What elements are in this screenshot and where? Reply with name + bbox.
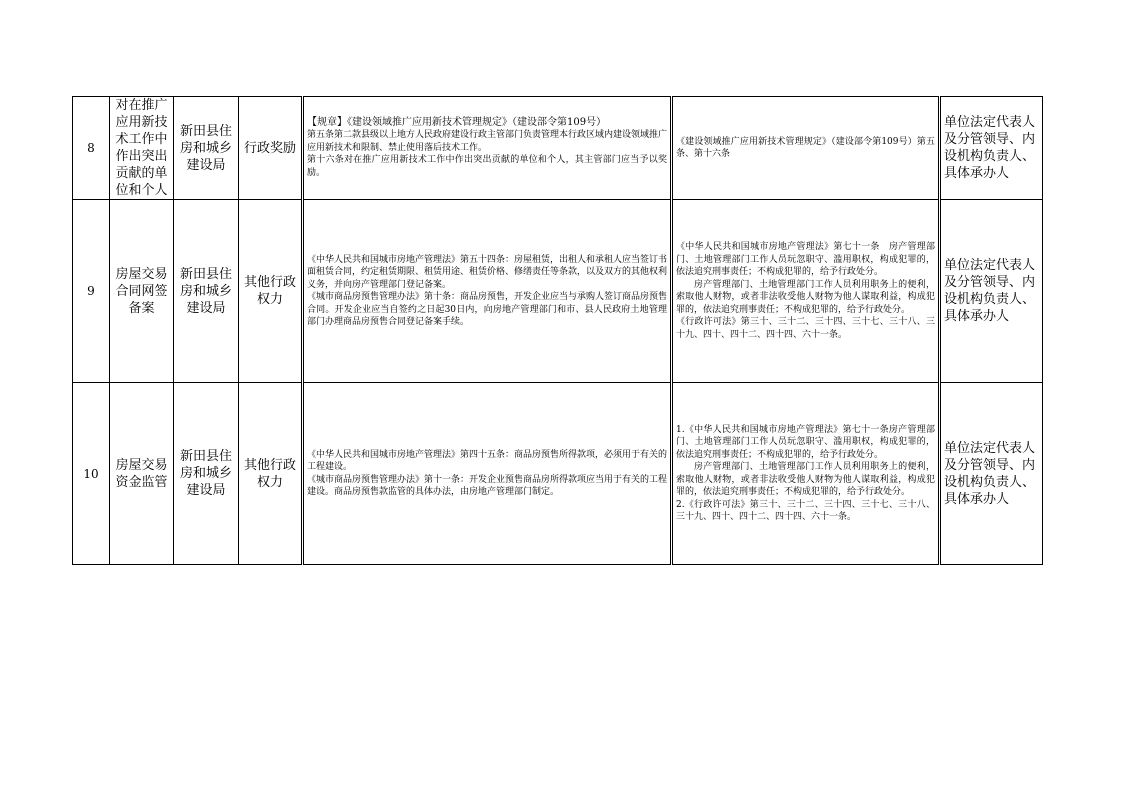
table-row: [73, 97, 1043, 200]
department: 新田县住房和城乡建设局: [179, 449, 232, 498]
legal-basis-paragraph: 《城市商品房预售管理办法》第十条：商品房预售，开发企业应当与承购人签订商品房预售合同。开发企业应当自签约之日起30日内，向房地产管理部门和市、县人民政府土地管理部门办理商品房预售合同登记备案手续。: [307, 292, 668, 327]
legal-basis: [304, 449, 670, 499]
legal-basis-paragraph: 第十六条对在推广应用新技术工作中作出突出贡献的单位和个人，其主管部门应当予以奖励。: [307, 155, 667, 178]
liability-basis-cell: [672, 200, 940, 383]
legal-basis-cell: [303, 97, 672, 200]
row-number: 9: [87, 284, 95, 298]
responsible-persons: 单位法定代表人及分管领导、内设机构负责人、具体承办人: [944, 115, 1036, 181]
liability-basis: [673, 136, 938, 161]
power-type-cell: [239, 200, 303, 383]
row-number: 10: [83, 466, 99, 481]
power-type-cell: [239, 383, 303, 565]
department: 新田县住房和城乡建设局: [179, 266, 232, 316]
liability-paragraph: 房产管理部门、土地管理部门工作人员利用职务上的便利，索取他人财物，或者非法收受他人财物为他人谋取利益，构成犯罪的，依法追究刑事责任；不构成犯罪的，给予行政处分。: [676, 279, 935, 315]
department-cell: [174, 383, 239, 565]
item-name: 对在推广应用新技术工作中作出突出贡献的单位和个人: [115, 98, 168, 198]
department-cell: [174, 200, 239, 383]
liability-paragraph: 《建设领域推广应用新技术管理规定》（建设部令第109号）第五条、第十六条: [676, 136, 935, 159]
responsible-persons: 单位法定代表人及分管领导、内设机构负责人、具体承办人: [944, 258, 1036, 324]
liability-basis: [673, 241, 938, 341]
row-number-cell: [73, 383, 110, 565]
row-number: 8: [87, 141, 95, 155]
liability-basis: [673, 424, 938, 524]
liability-paragraph: 2.《行政许可法》第三十、三十二、三十四、三十七、三十八、三十九、四十、四十二、四十四、六十一条。: [676, 499, 935, 522]
responsible-persons-cell: [940, 200, 1043, 383]
row-number-cell: [73, 97, 110, 200]
table-row: [73, 200, 1043, 383]
item-name-cell: [110, 200, 174, 383]
power-type-cell: [239, 97, 303, 200]
power-type: 其他行政权力: [243, 275, 296, 307]
legal-basis: [304, 254, 670, 329]
liability-paragraph: 《中华人民共和国城市房地产管理法》第七十一条 房产管理部门、土地管理部门工作人员玩忽职守、滥用职权，构成犯罪的，依法追究刑事责任；不构成犯罪的，给予行政处分。: [676, 242, 935, 277]
legal-basis-paragraph: 《城市商品房预售管理办法》第十一条：开发企业预售商品房所得款项应当用于有关的工程建设。商品房预售款监管的具体办法，由房地产管理部门制定。: [307, 474, 668, 497]
power-type: 行政奖励: [243, 140, 296, 156]
item-name: 房屋交易合同网签备案: [115, 266, 168, 316]
responsible-persons: 单位法定代表人及分管领导、内设机构负责人、具体承办人: [944, 440, 1036, 507]
liability-paragraph: 《行政许可法》第三十、三十二、三十四、三十七、三十八、三十九、四十、四十二、四十四、六十一条。: [676, 317, 935, 340]
item-name-cell: [110, 97, 174, 200]
legal-basis-cell: [303, 200, 672, 383]
responsible-persons-cell: [940, 383, 1043, 565]
row-number-cell: [73, 200, 110, 383]
responsible-persons-cell: [940, 97, 1043, 200]
liability-paragraph: 房产管理部门、土地管理部门工作人员利用职务上的便利，索取他人财物，或者非法收受他人财物为他人谋取利益，构成犯罪的，依法追究刑事责任；不构成犯罪的，给予行政处分。: [676, 462, 935, 497]
liability-basis-cell: [672, 383, 940, 565]
legal-basis-paragraph: 第五条第二款县级以上地方人民政府建设行政主管部门负责管理本行政区域内建设领域推广应用新技术和限制、禁止使用落后技术工作。: [307, 130, 668, 153]
legal-basis-paragraph: 《中华人民共和国城市房地产管理法》第五十四条：房屋租赁，出租人和承租人应当签订书面租赁合同，约定租赁期限、租赁用途、租赁价格、修缮责任等条款，以及双方的其他权利义务，并向房产管理部门登记备案。: [307, 254, 668, 290]
legal-basis-cell: [303, 383, 672, 565]
liability-paragraph: 1.《中华人民共和国城市房地产管理法》第七十一条房产管理部门、土地管理部门工作人员玩忽职守、滥用职权，构成犯罪的，依法追究刑事责任；不构成犯罪的，给予行政处分。: [676, 424, 935, 460]
legal-basis-paragraph: 【规章】《建设领域推广应用新技术管理规定》（建设部令第109号）: [307, 116, 607, 128]
department: 新田县住房和城乡建设局: [179, 123, 232, 173]
legal-basis: [304, 117, 670, 180]
legal-basis-paragraph: 《中华人民共和国城市房地产管理法》第四十五条：商品房预售所得款项，必须用于有关的工程建设。: [307, 449, 668, 472]
item-name-cell: [110, 383, 174, 565]
liability-basis-cell: [672, 97, 940, 200]
power-type: 其他行政权力: [243, 457, 296, 490]
item-name: 房屋交易资金监管: [115, 457, 168, 490]
department-cell: [174, 97, 239, 200]
table-row: [73, 383, 1043, 565]
power-list-table: [72, 96, 1043, 565]
